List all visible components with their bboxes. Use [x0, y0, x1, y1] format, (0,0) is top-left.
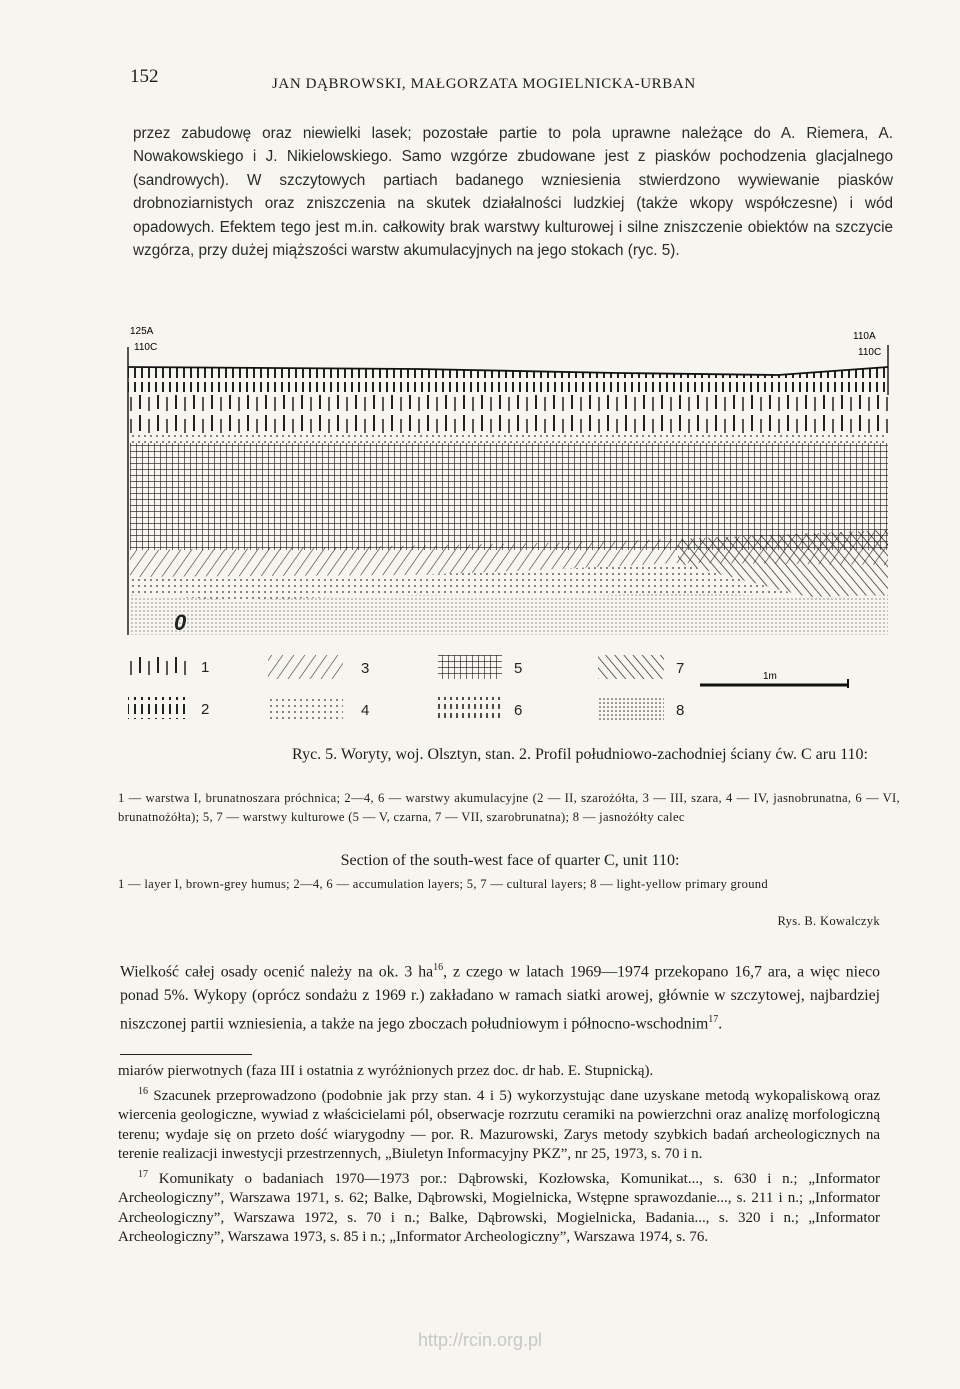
- footnote-rule: [120, 1054, 252, 1055]
- body-paragraph-2-part-c: .: [718, 1015, 723, 1033]
- legend-swatch-5: [438, 655, 522, 679]
- layer-2: [128, 395, 888, 435]
- layer-4: [128, 435, 888, 443]
- label-top-right: 110A: [853, 331, 876, 342]
- caption-pl-title: Ryc. 5. Woryty, woj. Olsztyn, stan. 2. Profil południowo-zachodniej ściany ćw. C aru 110:: [292, 746, 868, 763]
- legend-label-2: 2: [201, 701, 210, 718]
- legend-swatch-1: [128, 655, 209, 677]
- legend-swatch-8: [598, 697, 684, 721]
- caption-credit: Rys. B. Kowalczyk: [777, 914, 880, 928]
- footnote-17-text: Komunikaty o badaniach 1970—1973 por.: Dąbrowski, Kozłowska, Komunikat..., s. 630 i n.; „Informator Archeologiczny”, Warszawa 1971, s. 62; Balke, Dąbrowski, Mogielnicka, Wstępne sprawozdanie..., s. 211 i n.; „Informator Archeologiczny”, Warszawa 1972, s. 70 i n.; Balke, Dąbrowski, Mogielnicka, Badania..., s. 320 i n.; „Informator Archeologiczny”, Warszawa 1973, s. 85 i n.; „Informator Archeologiczny”, Warszawa 1974, s. 76.: [118, 1170, 880, 1245]
- caption-en-title: Section of the south-west face of quarter C, unit 110:: [340, 852, 680, 869]
- legend-label-7: 7: [676, 660, 685, 677]
- body-paragraph-1: przez zabudowę oraz niewielki lasek; pozostałe partie to pola uprawne należące do A. Riemera, A. Nowakowskiego i J. Nikielowskiego. Samo wzgórze zbudowane jest z piasków pochodzenia glacjalnego (sandrowych). W szczytowych partiach badanego wzniesienia stwierdzono wywiewanie piasków drobnoziarnistych oraz zniszczenia na skutek działalności ludzkiej (także wkopy współczesne) i wód opadowych. Efektem tego jest m.in. całkowity brak warstwy kulturowej i silne zniszczenie obiektów na szczycie wzgórza, przy dużej miąższości warstw akumulacyjnych na jego stokach (ryc. 5).: [133, 125, 893, 260]
- label-top-left-sub: 110C: [134, 342, 158, 353]
- watermark: http://rcin.org.pl: [417, 1330, 543, 1350]
- caption-pl-text: 1 — warstwa I, brunatnoszara próchnica; 2—4, 6 — warstwy akumulacyjne (2 — II, szarożółta, 3 — III, szara, 4 — IV, jasnobrunatna, 6 — VI, brunatnożółta); 5, 7 — warstwy kulturowe (5 — V, czarna, 7 — VII, szarobrunatna); 8 — jasnożółty calec: [118, 791, 900, 824]
- layer-5: [130, 443, 888, 550]
- footnotes: [118, 1062, 880, 1248]
- scale-bar: [700, 671, 848, 688]
- scale-label: 1m: [763, 671, 777, 682]
- section-profile-drawing: [118, 325, 898, 735]
- footnote-16-text: Szacunek przeprowadzono (podobnie jak przy stan. 4 i 5) wykorzystując dane uzyskane metodą wykopaliskową oraz wiercenia geologiczne, wywiad z właścicielami pól, obserwacje rozrzutu ceramiki na powierzchni oraz analizę morfologiczną terenu; wydaje się on przeto dość wiarygodny — por. R. Mazurowski, Zarys metody szybkich badań archeologicznych na terenie realizacji inwestycji przestrzennych, „Biuletyn Informacyjny PKZ”, nr 25, 1973, s. 70 i n.: [118, 1087, 880, 1162]
- legend-label-5: 5: [514, 660, 523, 677]
- body-paragraph-2-part-a: Wielkość całej osady ocenić należy na ok. 3 ha: [120, 963, 434, 981]
- footnote-ref-16: 16: [433, 962, 444, 973]
- legend-label-8: 8: [676, 702, 685, 719]
- legend-label-6: 6: [514, 702, 523, 719]
- legend-swatch-2: [128, 697, 209, 719]
- running-header-authors: JAN DĄBROWSKI, MAŁGORZATA MOGIELNICKA-URBAN: [272, 76, 696, 92]
- footnote-17: [118, 1165, 880, 1248]
- legend-swatch-7: [598, 655, 684, 679]
- footnote-ref-17: 17: [708, 1014, 719, 1026]
- legend-swatch-6: [438, 697, 522, 721]
- label-top-left: 125A: [130, 326, 154, 337]
- zero-label: 0: [174, 610, 187, 635]
- legend: [128, 655, 684, 721]
- legend-swatch-4: [268, 697, 369, 721]
- footnote-17-number: 17: [138, 1168, 148, 1180]
- legend-swatch-3: [268, 655, 369, 679]
- caption-en-text: 1 — layer I, brown-grey humus; 2—4, 6 — accumulation layers; 5, 7 — cultural layers; 8 — light-yellow primary ground: [118, 877, 769, 891]
- footnote-continuation: miarów pierwotnych (faza III i ostatnia z wyróżnionych przez doc. dr hab. E. Stupnicką).: [118, 1063, 654, 1079]
- legend-label-4: 4: [361, 702, 370, 719]
- legend-label-3: 3: [361, 660, 370, 677]
- body-paragraph-2: [120, 956, 880, 1037]
- body-paragraph-2-part-b: , z czego w latach 1969—1974 przekopano 16,7 ara, a więc nieco ponad 5%. Wykopy (oprócz sondażu z 1969 r.) zakładano w ramach siatki arowej, głównie w szczytowej, najbardziej niszczonej partii wzniesienia, a także na jego zboczach południowym i północno-wschodnim: [120, 963, 880, 1033]
- footnote-16-number: 16: [138, 1085, 148, 1097]
- legend-label-1: 1: [201, 659, 210, 676]
- page-number: 152: [130, 66, 159, 87]
- footnote-16: [118, 1082, 880, 1165]
- figure-profile: [118, 325, 898, 735]
- label-top-right-sub: 110C: [858, 347, 882, 358]
